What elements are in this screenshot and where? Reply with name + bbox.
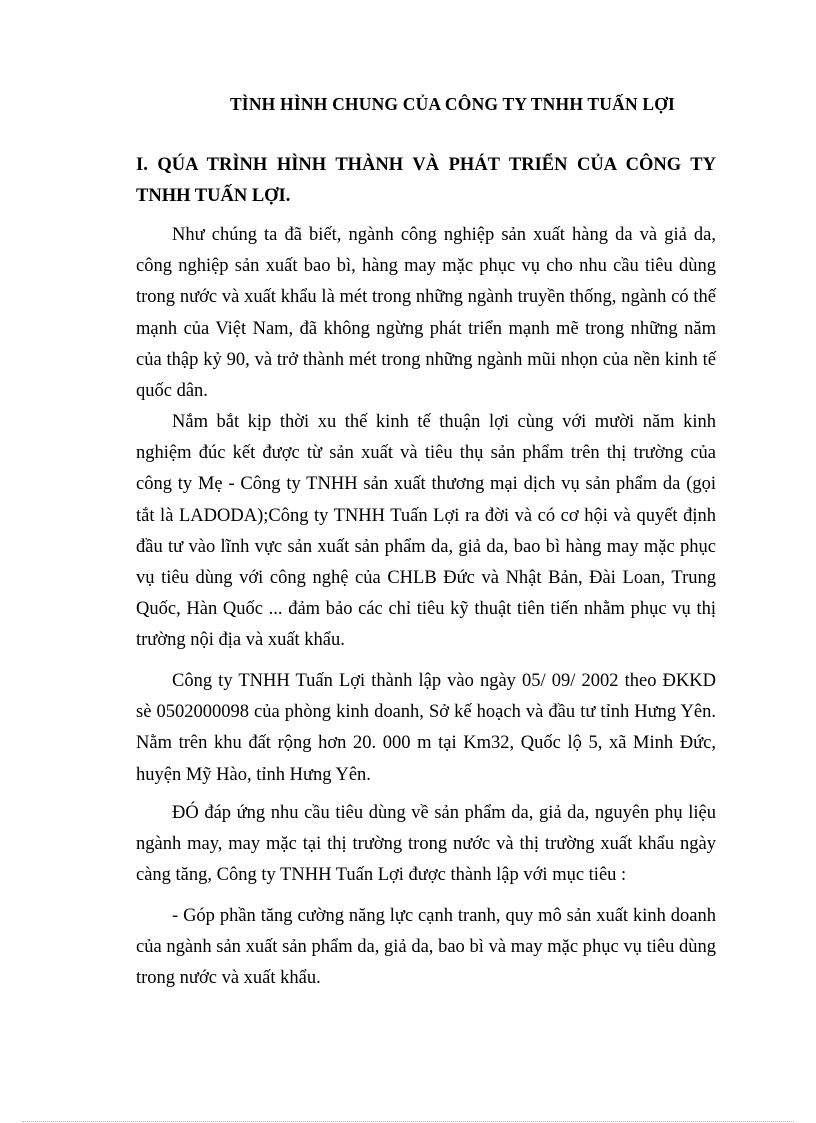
paragraph-company-origin: Nắm bắt kịp thời xu thế kinh tế thuận lợi cùng với mười năm kinh nghiệm đúc kết được từ sản xuất và tiêu thụ sản phẩm trên thị trường của công ty Mẹ - Công ty TNHH sản xuất thương mại dịch vụ sản phẩm da (gọi tắt là LADODA);Công ty TNHH Tuấn Lợi ra đời và có cơ hội và quyết định đầu tư vào lĩnh vực sản xuất sản phẩm da, giả da, bao bì hàng may mặc phục vụ tiêu dùng với công nghệ của CHLB Đức và Nhật Bản, Đài Loan, Trung Quốc, Hàn Quốc ... đảm bảo các chỉ tiêu kỹ thuật tiên tiến nhằm phục vụ thị trường nội địa và xuất khẩu. (136, 412, 716, 651)
paragraph-objective-item: - Góp phần tăng cường năng lực cạnh tranh, quy mô sản xuất kinh doanh của ngành sản xuất sản phẩm da, giả da, bao bì và may mặc phục vụ tiêu dùng trong nước và xuất khẩu. (136, 906, 716, 989)
paragraph-objective-intro: ĐÓ đáp ứng nhu cầu tiêu dùng về sản phẩm da, giả da, nguyên phụ liệu ngành may, may mặc tại thị trường trong nước và thị trường xuất khẩu ngày càng tăng, Công ty TNHH Tuấn Lợi được thành lập với mục tiêu : (136, 803, 716, 886)
page-bottom-divider (22, 1121, 794, 1122)
section-heading: I. QÚA TRÌNH HÌNH THÀNH VÀ PHÁT TRIỂN CỦA CÔNG TY TNHH TUẤN LỢI. (136, 155, 716, 206)
page-title: TÌNH HÌNH CHUNG CỦA CÔNG TY TNHH TUẤN LỢI (229, 94, 676, 114)
paragraph-industry-overview: Như chúng ta đã biết, ngành công nghiệp sản xuất hàng da và giả da, công nghiệp sản xuất bao bì, hàng may mặc phục vụ cho nhu cầu tiêu dùng trong nước và xuất khẩu là mét trong những ngành truyền thống, ngành có thế mạnh của Việt Nam, đã không ngừng phát triển mạnh mẽ trong những năm của thập kỷ 90, và trở thành mét trong những ngành mũi nhọn của nền kinh tế quốc dân. (136, 225, 716, 402)
paragraph-establishment: Công ty TNHH Tuấn Lợi thành lập vào ngày 05/ 09/ 2002 theo ĐKKD sè 0502000098 của phòng kinh doanh, Sở kế hoạch và đầu tư tỉnh Hưng Yên. Nằm trên khu đất rộng hơn 20. 000 m tại Km32, Quốc lộ 5, xã Minh Đức, huyện Mỹ Hào, tỉnh Hưng Yên. (136, 671, 716, 785)
